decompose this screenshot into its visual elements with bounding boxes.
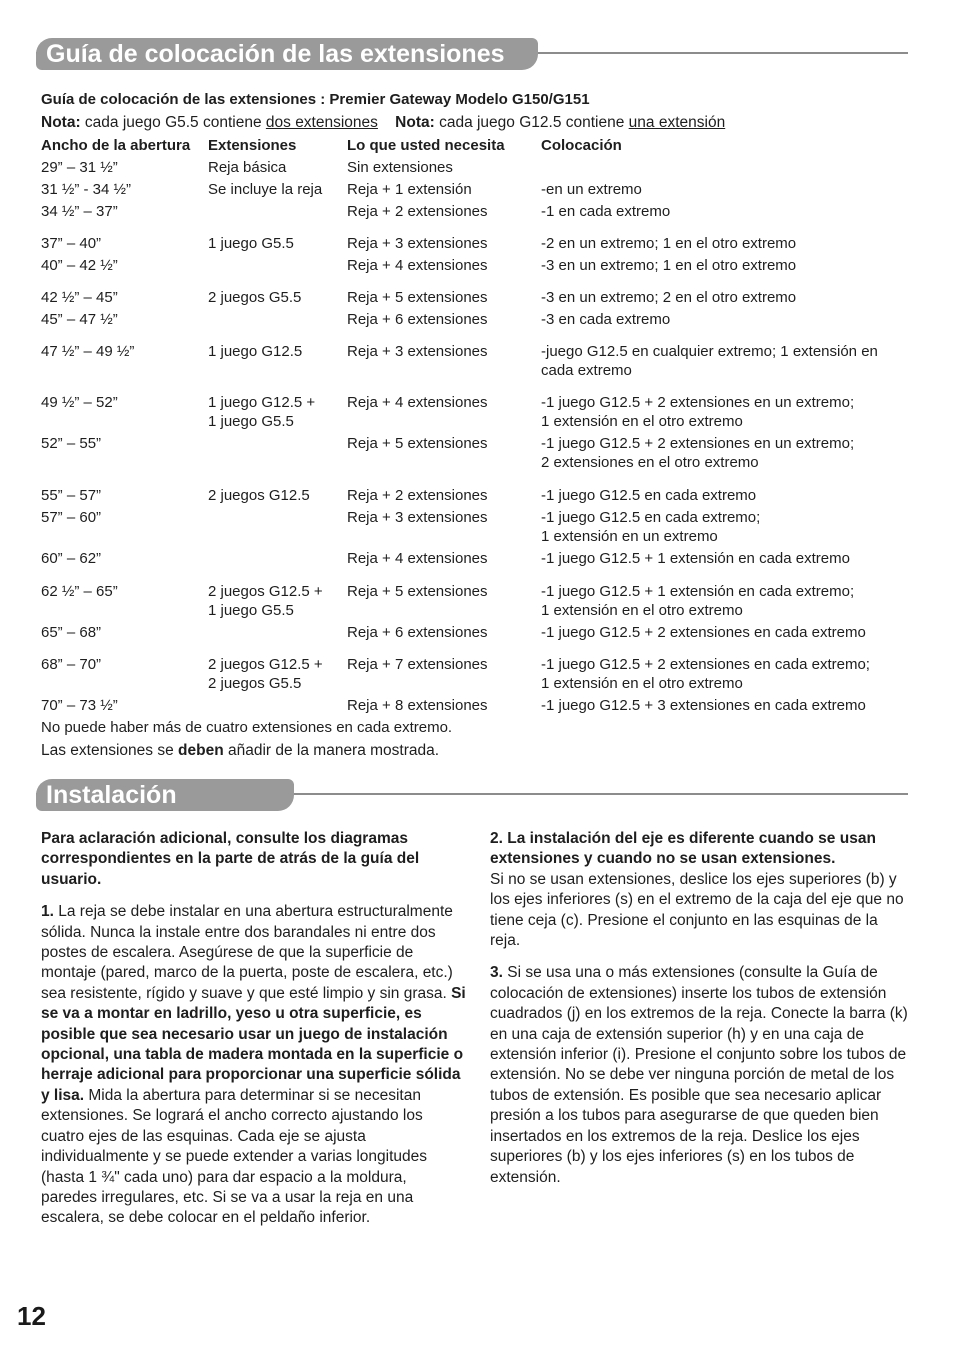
placement-cell: -1 juego G12.5 + 2 extensiones en cada extremo; 1 extensión en el otro extremo <box>541 656 870 692</box>
extensions-cell: 1 juego G5.5 <box>208 235 294 252</box>
opening-width-cell: 65” – 68” <box>41 624 102 641</box>
installation-right-column <box>490 829 910 1200</box>
step-2-paragraph <box>490 829 910 951</box>
needed-cell: Reja + 1 extensión <box>347 181 472 198</box>
placement-cell: -1 juego G12.5 + 2 extensiones en cada extremo <box>541 624 866 641</box>
placement-cell: -3 en un extremo; 1 en el otro extremo <box>541 257 797 274</box>
placement-cell: -1 juego G12.5 en cada extremo; 1 extensión en un extremo <box>541 509 761 545</box>
section-title: Guía de colocación de las extensiones <box>36 38 538 70</box>
table-row <box>41 234 916 256</box>
table-row <box>41 623 916 655</box>
needed-cell: Reja + 7 extensiones <box>347 656 488 673</box>
needed-cell: Reja + 5 extensiones <box>347 289 488 306</box>
step-3-paragraph <box>490 963 910 1187</box>
extensions-cell: 2 juegos G5.5 <box>208 289 302 306</box>
opening-width-cell: 45” – 47 ½” <box>41 311 118 328</box>
table-footnote <box>41 742 439 760</box>
table-row <box>41 342 916 393</box>
placement-cell: -1 juego G12.5 + 2 extensiones en un extremo; 2 extensiones en el otro extremo <box>541 435 855 471</box>
extensions-cell: 1 juego G12.5 + 1 juego G5.5 <box>208 394 316 430</box>
needed-cell: Reja + 4 extensiones <box>347 394 488 411</box>
needed-cell: Reja + 8 extensiones <box>347 697 488 714</box>
note-underlined: una extensión <box>628 114 726 131</box>
table-row <box>41 256 916 288</box>
needed-cell: Reja + 5 extensiones <box>347 583 488 600</box>
table-header-row <box>41 136 916 158</box>
table-row <box>41 158 916 180</box>
placement-cell: -3 en cada extremo <box>541 311 671 328</box>
footnote-text: Las extensiones se <box>41 742 179 759</box>
extensions-cell: Reja básica <box>208 159 287 176</box>
note-label: Nota: <box>41 114 81 131</box>
placement-cell: -juego G12.5 en cualquier extremo; 1 extensión en cada extremo <box>541 343 878 379</box>
opening-width-cell: 62 ½” – 65” <box>41 583 118 600</box>
opening-width-cell: 31 ½” - 34 ½” <box>41 181 132 198</box>
extensions-cell: 2 juegos G12.5 <box>208 487 310 504</box>
extensions-cell: Se incluye la reja <box>208 181 323 198</box>
table-row <box>41 655 916 696</box>
needed-cell: Sin extensiones <box>347 159 453 176</box>
page-number: 12 <box>17 1301 46 1331</box>
footnote-emphasis: deben <box>178 742 224 759</box>
table-row <box>41 486 916 508</box>
placement-cell: -1 en cada extremo <box>541 203 671 220</box>
needed-cell: Reja + 4 extensiones <box>347 257 488 274</box>
opening-width-cell: 52” – 55” <box>41 435 102 452</box>
step-text: Mida la abertura para determinar si se necesitan extensiones. Se logrará el ancho correcto ajustando los cuatro ejes de las esquinas. Cada eje se ajusta individualmente y se puede extender a varias longitudes (hasta 1 ¾" cada uno) para dar espacio a la moldura, paredes irregulares, etc. Si se va a usar la reja en una escalera, se debe colocar en el peldaño inferior. <box>41 1086 428 1227</box>
column-header: Extensiones <box>208 137 297 154</box>
placement-cell: -2 en un extremo; 1 en el otro extremo <box>541 235 797 252</box>
step-number: 3. <box>490 964 503 982</box>
step-text: Si no se usan extensiones, deslice los ejes superiores (b) y los ejes inferiores (s) en el extremo de la caja del eje que no tiene ceja (c). Presione el conjunto en las esquinas de la reja. <box>490 870 904 950</box>
opening-width-cell: 47 ½” – 49 ½” <box>41 343 135 360</box>
placement-cell: -1 juego G12.5 en cada extremo <box>541 487 757 504</box>
opening-width-cell: 49 ½” – 52” <box>41 394 118 411</box>
needed-cell: Reja + 3 extensiones <box>347 343 488 360</box>
placement-cell: -1 juego G12.5 + 1 extensión en cada extremo; 1 extensión en el otro extremo <box>541 583 855 619</box>
notes-line <box>41 114 725 132</box>
opening-width-cell: 55” – 57” <box>41 487 102 504</box>
note-label: Nota: <box>395 114 435 131</box>
intro-paragraph <box>41 829 466 890</box>
step-heading: 2. La instalación del eje es diferente cuando se usan extensiones y cuando no se usan extensiones. <box>490 830 876 868</box>
column-header: Colocación <box>541 137 622 154</box>
step-1-paragraph <box>41 902 466 1229</box>
extensions-cell: 1 juego G12.5 <box>208 343 303 360</box>
note-underlined: dos extensiones <box>265 114 378 131</box>
placement-cell: -1 juego G12.5 + 3 extensiones en cada extremo <box>541 697 866 714</box>
table-row <box>41 549 916 582</box>
column-header: Lo que usted necesita <box>347 137 505 154</box>
table-row <box>41 582 916 623</box>
table-row <box>41 508 916 549</box>
opening-width-cell: 68” – 70” <box>41 656 102 673</box>
needed-cell: Reja + 6 extensiones <box>347 311 488 328</box>
needed-cell: Reja + 4 extensiones <box>347 550 488 567</box>
table-row <box>41 310 916 342</box>
table-row <box>41 202 916 234</box>
footnote-text: añadir de la manera mostrada. <box>223 742 440 759</box>
note-text: cada juego G5.5 contiene <box>80 114 266 131</box>
opening-width-cell: 29” – 31 ½” <box>41 159 118 176</box>
placement-cell: -1 juego G12.5 + 1 extensión en cada extremo <box>541 550 850 567</box>
opening-width-cell: 60” – 62” <box>41 550 102 567</box>
placement-cell: -en un extremo <box>541 181 642 198</box>
opening-width-cell: 34 ½” – 37” <box>41 203 118 220</box>
needed-cell: Reja + 5 extensiones <box>347 435 488 452</box>
intro-text: Para aclaración adicional, consulte los diagramas correspondientes en la parte de atrás de la guía del usuario. <box>41 830 420 888</box>
step-text: La reja se debe instalar en una abertura estructuralmente sólida. Nunca la instale entre dos barandales ni entre dos postes de escalera. Asegúrese de que la superficie de montaje (pared, marco de la puerta, poste de escalera, etc.) sea resistente, rígido y suave y que esté limpio y sin grasa. <box>41 903 453 1002</box>
section-header-installation <box>36 779 908 811</box>
table-footnote: No puede haber más de cuatro extensiones en cada extremo. <box>41 719 453 736</box>
section-title: Instalación <box>36 779 294 811</box>
table-row <box>41 434 916 486</box>
extensions-cell: 2 juegos G12.5 + 1 juego G5.5 <box>208 583 323 619</box>
section-header-extensions <box>36 38 908 70</box>
extensions-cell: 2 juegos G12.5 + 2 juegos G5.5 <box>208 656 323 692</box>
extension-guide-table <box>41 136 916 718</box>
step-number: 1. <box>41 903 54 921</box>
opening-width-cell: 37” – 40” <box>41 235 102 252</box>
opening-width-cell: 42 ½” – 45” <box>41 289 118 306</box>
opening-width-cell: 40” – 42 ½” <box>41 257 118 274</box>
step-emphasis: Si se va a montar en ladrillo, yeso u otra superficie, es posible que sea necesario usar un juego de instalación opcional, una tabla de madera montada en la superficie o herraje adicional para proporcionar una superficie sólida y lisa. <box>41 984 466 1104</box>
placement-cell: -3 en un extremo; 2 en el otro extremo <box>541 289 797 306</box>
table-row <box>41 180 916 202</box>
opening-width-cell: 57” – 60” <box>41 509 102 526</box>
table-row <box>41 288 916 310</box>
needed-cell: Reja + 2 extensiones <box>347 487 488 504</box>
needed-cell: Reja + 2 extensiones <box>347 203 488 220</box>
needed-cell: Reja + 3 extensiones <box>347 509 488 526</box>
guide-subtitle: Guía de colocación de las extensiones : Premier Gateway Modelo G150/G151 <box>41 91 590 108</box>
note-text: cada juego G12.5 contiene <box>434 114 629 131</box>
needed-cell: Reja + 6 extensiones <box>347 624 488 641</box>
step-text: Si se usa una o más extensiones (consulte la Guía de colocación de extensiones) inserte los tubos de extensión cuadrados (j) en los extremos de la reja. Conecte la barra (k) en una caja de extensión superior (h) y en una caja de extensión inferior (i). Presione el conjunto sobre los tubos de extensión. No se debe ver ninguna porción de metal de los tubos de extensión. Es posible que sea necesario aplicar presión a los tubos para asegurarse de que queden bien insertados en los extremos de la reja. Deslice los ejes superiores (b) y los ejes inferiores (s) en los tubos de extensión. <box>490 964 908 1186</box>
needed-cell: Reja + 3 extensiones <box>347 235 488 252</box>
table-row <box>41 393 916 434</box>
table-row <box>41 696 916 718</box>
installation-left-column <box>41 829 466 1241</box>
column-header: Ancho de la abertura <box>41 137 191 154</box>
placement-cell: -1 juego G12.5 + 2 extensiones en un extremo; 1 extensión en el otro extremo <box>541 394 855 430</box>
opening-width-cell: 70” – 73 ½” <box>41 697 118 714</box>
